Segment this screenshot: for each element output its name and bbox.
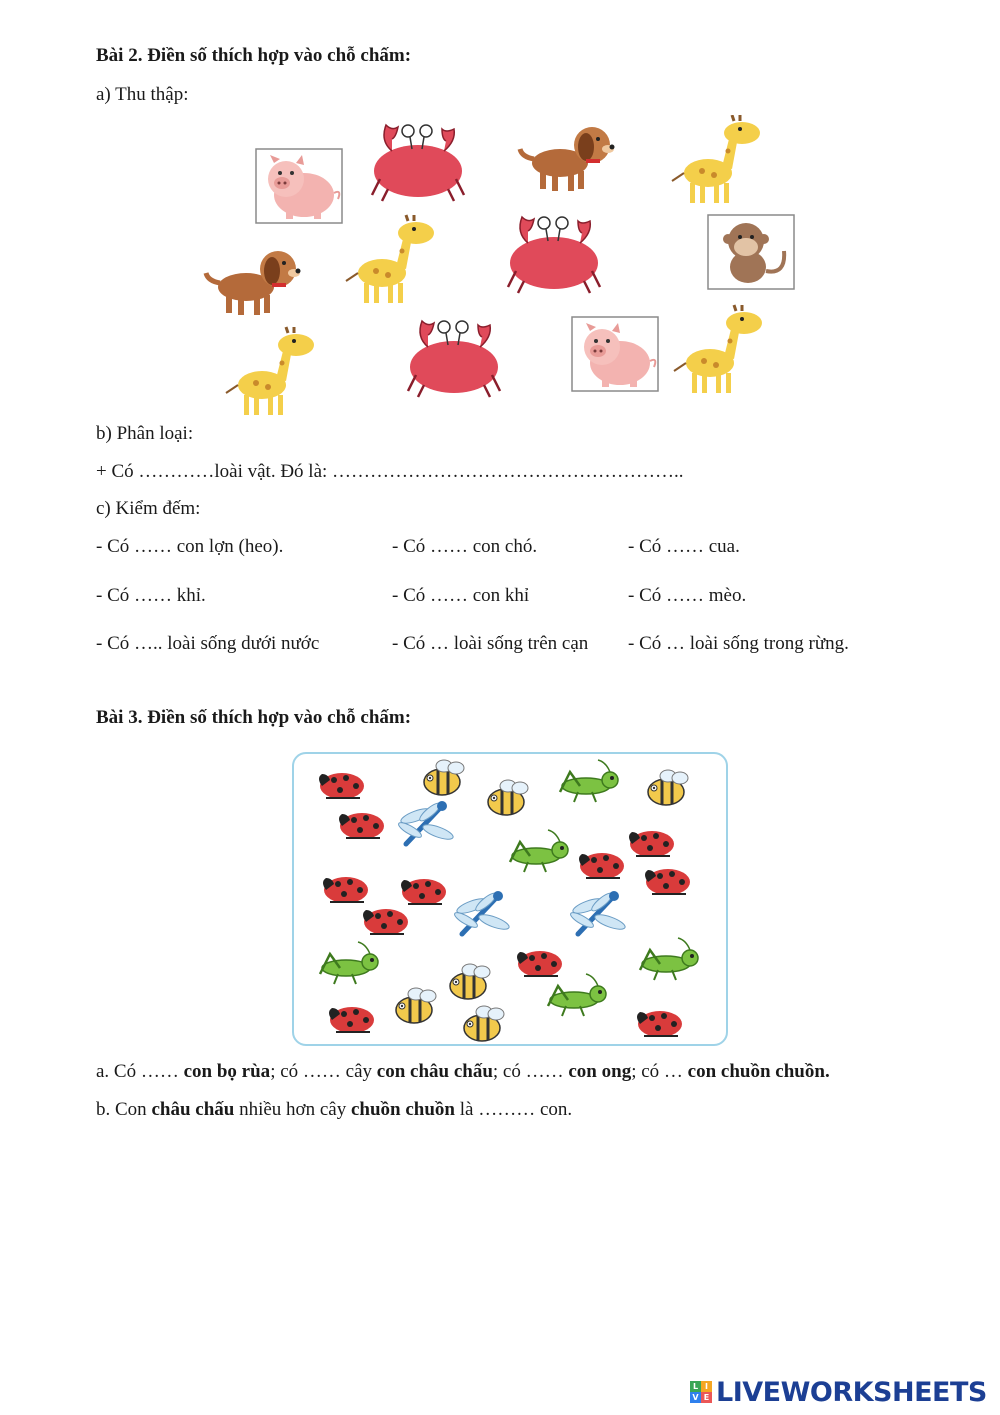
line-a-text-2: ; có …… cây: [270, 1061, 377, 1082]
bee-icon: [424, 760, 464, 795]
liveworksheets-logo[interactable]: [690, 1372, 987, 1412]
ladybug-icon: [645, 869, 690, 895]
ladybug-icon: [323, 877, 368, 903]
line-b-dragonfly: chuồn chuồn: [350, 1099, 455, 1120]
monkey-icon: [708, 215, 794, 289]
grasshopper-icon: [548, 974, 606, 1016]
grasshopper-icon: [510, 830, 568, 872]
count-monkey: - Có …… khỉ.: [96, 585, 206, 606]
crab-icon: [372, 125, 464, 201]
line-a-text-3: ; có ……: [492, 1061, 569, 1082]
logo-letter: I: [701, 1381, 712, 1392]
dog-icon: [520, 127, 615, 191]
ladybug-icon: [329, 1007, 374, 1033]
part-c-label: c) Kiểm đếm:: [96, 498, 201, 519]
count-monkey-2: - Có …… con khỉ: [392, 585, 530, 606]
bee-icon: [464, 1006, 504, 1041]
grasshopper-icon: [320, 942, 378, 984]
ladybug-icon: [637, 1011, 682, 1037]
insect-collection-illustration: [294, 754, 726, 1044]
logo-letter: L: [690, 1381, 701, 1392]
crab-icon: [508, 217, 600, 293]
ladybug-icon: [579, 853, 624, 879]
ladybug-icon: [517, 951, 562, 977]
giraffe-icon: [346, 215, 434, 303]
exercise-3-line-a: [96, 1060, 830, 1084]
line-a-text-4: ; có …: [631, 1061, 688, 1082]
line-a-grasshopper: con châu chấu: [376, 1061, 493, 1082]
line-b-text-2: nhiều hơn cây: [234, 1099, 351, 1120]
giraffe-icon: [226, 327, 314, 415]
brand-name: LIVEWORKSHEETS: [716, 1376, 987, 1408]
ladybug-icon: [319, 773, 364, 799]
exercise-3-title: Bài 3. Điền số thích hợp vào chỗ chấm:: [96, 707, 412, 728]
line-b-text-3: là ……… con.: [455, 1099, 573, 1120]
logo-letter: V: [690, 1392, 701, 1403]
bee-icon: [488, 780, 528, 815]
count-cat: - Có …… mèo.: [628, 585, 747, 606]
pig-icon: [572, 317, 658, 391]
pig-icon: [256, 149, 342, 223]
ladybug-icon: [629, 831, 674, 857]
count-forest-species: - Có … loài sống trong rừng.: [628, 633, 849, 654]
crab-icon: [408, 321, 500, 397]
animal-collection-illustration: [200, 115, 800, 420]
count-water-species: - Có ….. loài sống dưới nước: [96, 633, 320, 654]
dragonfly-icon: [569, 891, 627, 934]
count-land-species: - Có … loài sống trên cạn: [392, 633, 589, 654]
bee-icon: [396, 988, 436, 1023]
grasshopper-icon: [640, 938, 698, 980]
line-a-bee: con ong: [568, 1061, 632, 1082]
classify-line: + Có …………loài vật. Đó là: ………………………………………………..: [96, 461, 684, 482]
count-crab: - Có …… cua.: [628, 536, 740, 557]
ladybug-icon: [401, 879, 446, 905]
line-b-text-1: b. Con: [96, 1099, 152, 1120]
ladybug-icon: [363, 909, 408, 935]
dragonfly-icon: [453, 891, 511, 934]
line-a-text-1: a. Có ……: [96, 1061, 184, 1082]
dragonfly-icon: [397, 801, 455, 844]
logo-mark-icon: [690, 1381, 712, 1403]
giraffe-icon: [674, 305, 762, 393]
giraffe-icon: [672, 115, 760, 203]
bee-icon: [648, 770, 688, 805]
count-dog: - Có …… con chó.: [392, 536, 538, 557]
count-pig: - Có …… con lợn (heo).: [96, 536, 284, 557]
part-a-label: a) Thu thập:: [96, 84, 189, 105]
exercise-2-title: Bài 2. Điền số thích hợp vào chỗ chấm:: [96, 45, 412, 66]
line-b-grasshopper: châu chấu: [151, 1099, 235, 1120]
grasshopper-icon: [560, 760, 618, 802]
line-a-dragonfly: con chuồn chuồn.: [687, 1061, 830, 1082]
bee-icon: [450, 964, 490, 999]
line-a-ladybug: con bọ rùa: [183, 1061, 271, 1082]
part-b-label: b) Phân loại:: [96, 423, 194, 444]
logo-letter: E: [701, 1392, 712, 1403]
ladybug-icon: [339, 813, 384, 839]
dog-icon: [206, 251, 301, 315]
exercise-3-line-b: [96, 1098, 572, 1122]
